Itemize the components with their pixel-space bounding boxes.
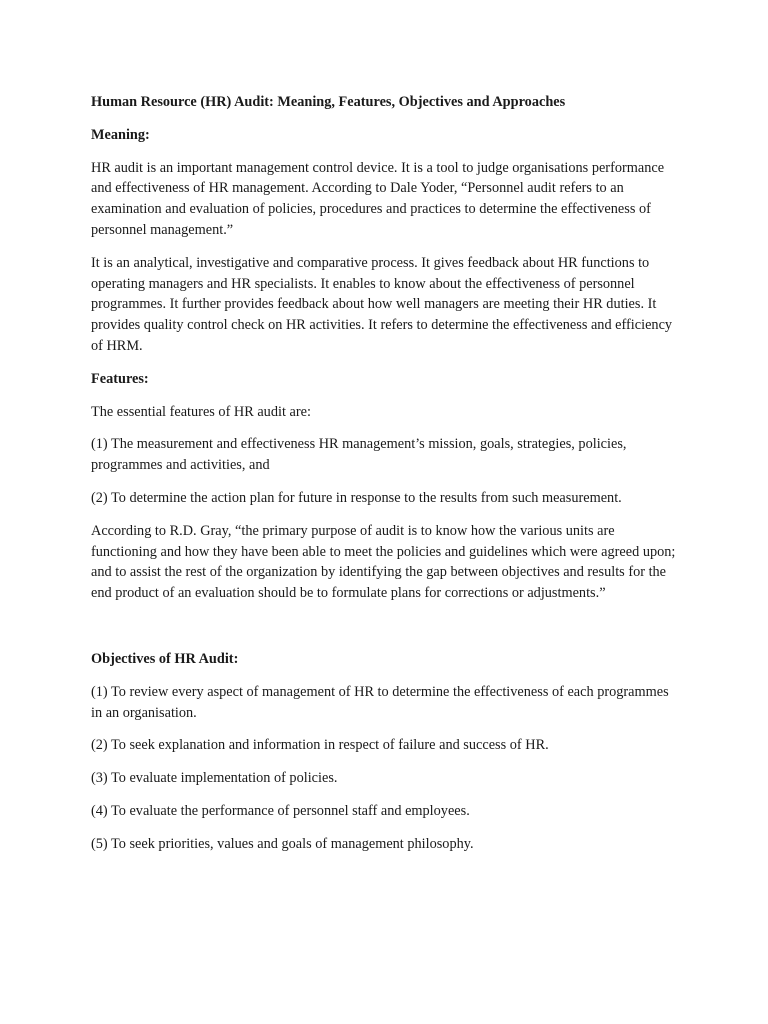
objectives-item-1: (1) To review every aspect of management of HR to determine the effectiveness of each programmes in an organisation. — [91, 683, 669, 721]
objectives-item-3: (3) To evaluate implementation of policies. — [91, 770, 338, 787]
document-body — [91, 92, 681, 867]
section-heading-features: Features: — [91, 370, 149, 387]
objectives-item-4: (4) To evaluate the performance of personnel staff and employees. — [91, 802, 470, 819]
document-title: Human Resource (HR) Audit: Meaning, Features, Objectives and Approaches — [91, 94, 566, 110]
section-heading-objectives: Objectives of HR Audit: — [91, 650, 239, 667]
features-intro: The essential features of HR audit are: — [91, 403, 311, 420]
section-heading-meaning: Meaning: — [91, 126, 150, 143]
features-item-2: (2) To determine the action plan for future in response to the results from such measurement. — [91, 489, 622, 506]
meaning-paragraph-1: HR audit is an important management control device. It is a tool to judge organisations performance and effectiveness of HR management. According to Dale Yoder, “Personnel audit refers to an examination and evaluation of policies, procedures and practices to determine the effectiveness of personnel management.” — [91, 159, 665, 238]
features-quote: According to R.D. Gray, “the primary purpose of audit is to know how the various units are functioning and how they have been able to meet the policies and guidelines which were agreed upon; and to assist the rest of the organization by identifying the gap between objectives and results for the end product of an evaluation should be to formulate plans for corrections or adjustments.” — [91, 522, 676, 602]
objectives-item-5: (5) To seek priorities, values and goals of management philosophy. — [91, 835, 474, 852]
features-item-1: (1) The measurement and effectiveness HR management’s mission, goals, strategies, policies, programmes and activities, and — [91, 436, 627, 474]
section-spacer — [91, 616, 681, 649]
meaning-paragraph-2: It is an analytical, investigative and comparative process. It gives feedback about HR functions to operating managers and HR specialists. It enables to know about the effectiveness of personnel programmes. It further provides feedback about how well managers are meeting their HR duties. It provides quality control check on HR activities. It refers to determine the effectiveness and efficiency of HRM. — [91, 254, 673, 354]
objectives-item-2: (2) To seek explanation and information in respect of failure and success of HR. — [91, 737, 549, 754]
